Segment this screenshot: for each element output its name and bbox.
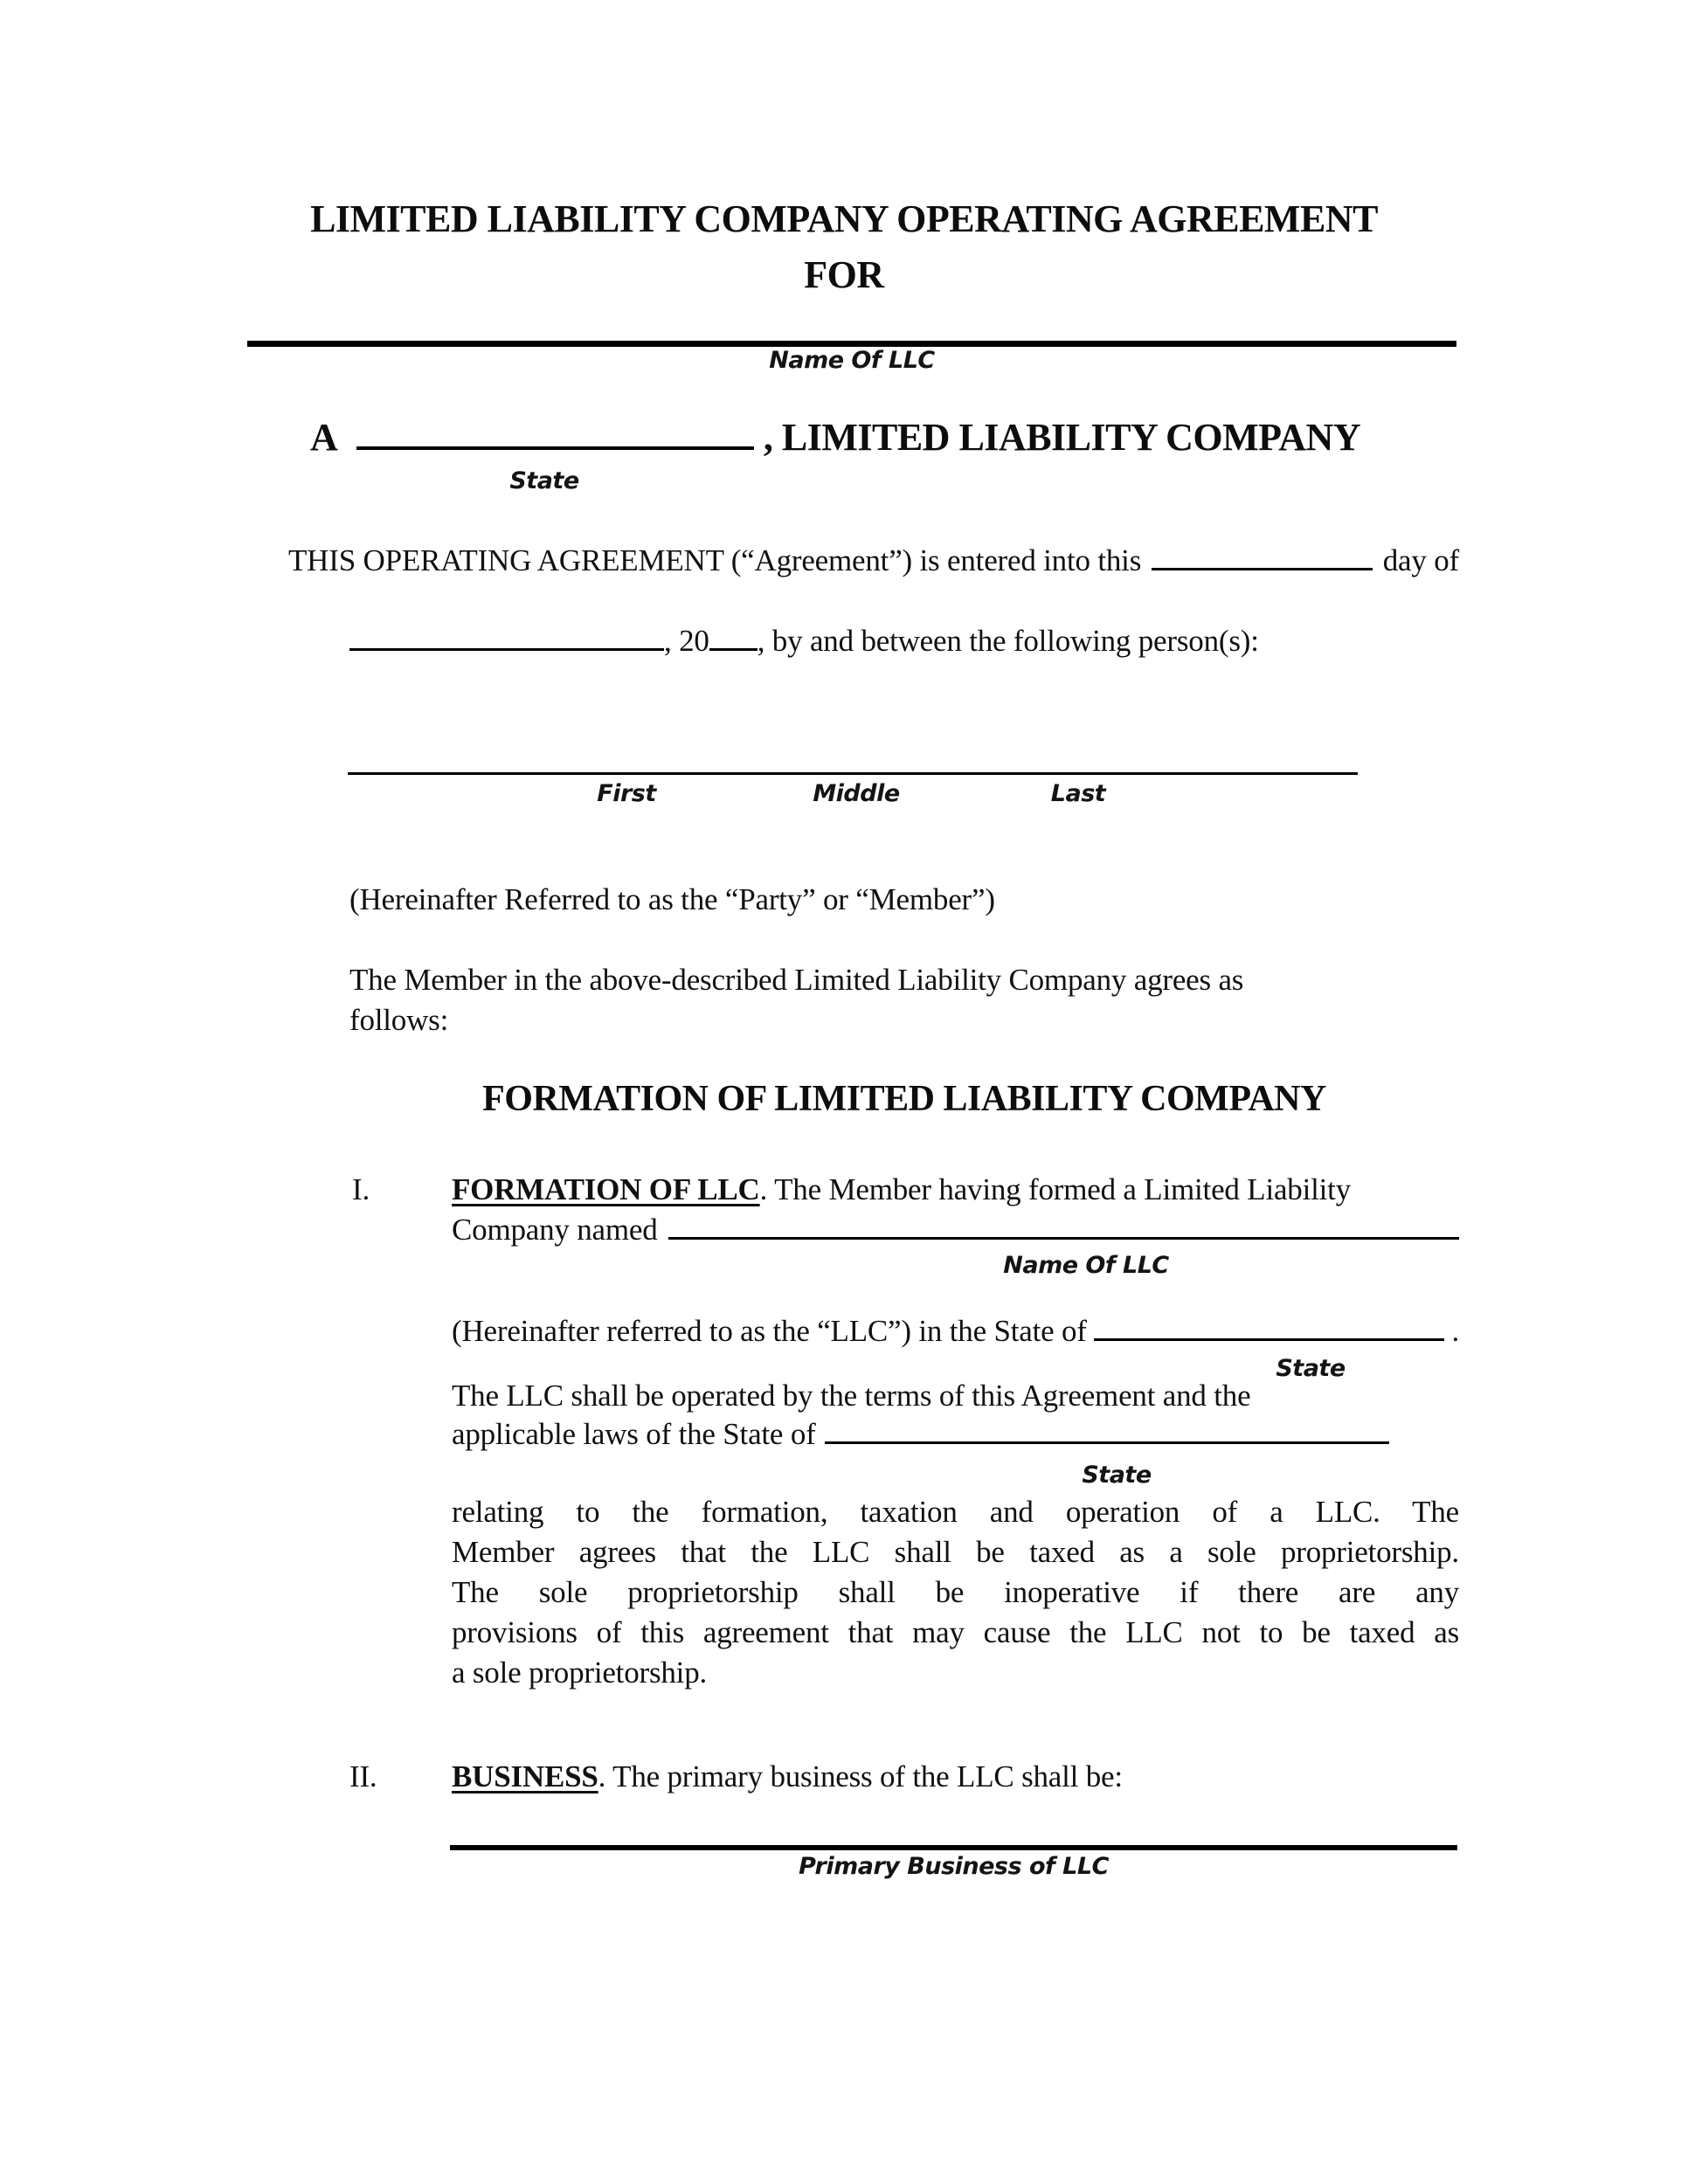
primary-business-fill-line: [450, 1845, 1457, 1850]
member-name-captions-row: [348, 780, 1358, 815]
last-name-caption: Last: [1050, 780, 1106, 807]
paragraph-line: relating to the formation, taxation and operation of a LLC. The: [452, 1495, 1459, 1529]
state-caption-1: State: [1276, 1355, 1346, 1382]
state-caption-top: State: [509, 467, 579, 494]
section1-paragraph: [452, 1492, 1459, 1693]
paragraph-line: provisions of this agreement that may cause the LLC not to be taxed as: [452, 1615, 1459, 1649]
state-caption-2: State: [1082, 1462, 1152, 1489]
agrees-line2: follows:: [349, 1003, 449, 1037]
company-line-prefix: A: [310, 416, 336, 459]
day-fill-blank: [1152, 568, 1373, 570]
party-note: (Hereinafter Referred to as the “Party” or “Member”): [349, 882, 995, 916]
month-fill-blank: [349, 648, 664, 651]
state-fill-blank-3: [825, 1441, 1389, 1444]
paragraph-line: Member agrees that the LLC shall be taxed as a sole proprietorship.: [452, 1535, 1459, 1569]
page-title-line2: FOR: [804, 253, 884, 296]
intro-line1-tail: day of: [1382, 543, 1459, 577]
state-fill-blank: [356, 446, 754, 450]
state-fill-blank-2: [1094, 1338, 1445, 1341]
paragraph-line: a sole proprietorship.: [452, 1655, 708, 1690]
agrees-line1: The Member in the above-described Limited Liability Company agrees as: [349, 963, 1244, 997]
section1-line5: [452, 1417, 1389, 1452]
section1-line3-period: .: [1451, 1314, 1459, 1348]
intro-line1-text: THIS OPERATING AGREEMENT (“Agreement”) is entered into this: [288, 543, 1142, 577]
page-title-line1: LIMITED LIABILITY COMPANY OPERATING AGREEMENT: [310, 197, 1378, 240]
intro-line2-year-prefix: , 20: [664, 624, 709, 658]
llc-name-caption-2: Name Of LLC: [1003, 1252, 1169, 1279]
member-name-fill-line: [348, 772, 1358, 775]
section2-numeral: II.: [349, 1759, 377, 1794]
section1-line3-text: (Hereinafter referred to as the “LLC”) in the State of: [452, 1314, 1087, 1348]
middle-name-caption: Middle: [813, 780, 900, 807]
formation-heading: FORMATION OF LIMITED LIABILITY COMPANY: [482, 1079, 1326, 1119]
llc-name-caption: Name Of LLC: [769, 347, 935, 374]
company-line-suffix: , LIMITED LIABILITY COMPANY: [763, 416, 1361, 459]
section1-line2: [452, 1213, 1459, 1248]
intro-line2: [349, 624, 1259, 659]
intro-line2-tail: , by and between the following person(s):: [757, 624, 1259, 658]
section2-title: BUSINESS: [452, 1759, 598, 1794]
section1-title: FORMATION OF LLC: [452, 1172, 760, 1206]
section1-line3: [452, 1314, 1459, 1349]
section1-line4: The LLC shall be operated by the terms of this Agreement and the: [452, 1379, 1251, 1413]
section2-line1: [452, 1759, 1123, 1794]
company-type-line: [310, 415, 1360, 460]
intro-line1: [288, 543, 1459, 578]
llc-name-fill-line: [247, 341, 1456, 347]
first-name-caption: First: [597, 780, 656, 807]
paragraph-line: The sole proprietorship shall be inoperative if there are any: [452, 1575, 1459, 1609]
section1-line1-rest: . The Member having formed a Limited Liability: [759, 1172, 1351, 1206]
llc-name-fill-blank: [668, 1237, 1459, 1240]
section1-numeral: I.: [352, 1172, 370, 1206]
section2-line1-rest: . The primary business of the LLC shall be:: [598, 1759, 1123, 1794]
primary-business-caption: Primary Business of LLC: [799, 1853, 1109, 1880]
section1-line2-text: Company named: [452, 1213, 658, 1247]
year-fill-blank: [709, 648, 758, 651]
section1-line1: [452, 1172, 1351, 1207]
section1-line5-text: applicable laws of the State of: [452, 1417, 816, 1451]
